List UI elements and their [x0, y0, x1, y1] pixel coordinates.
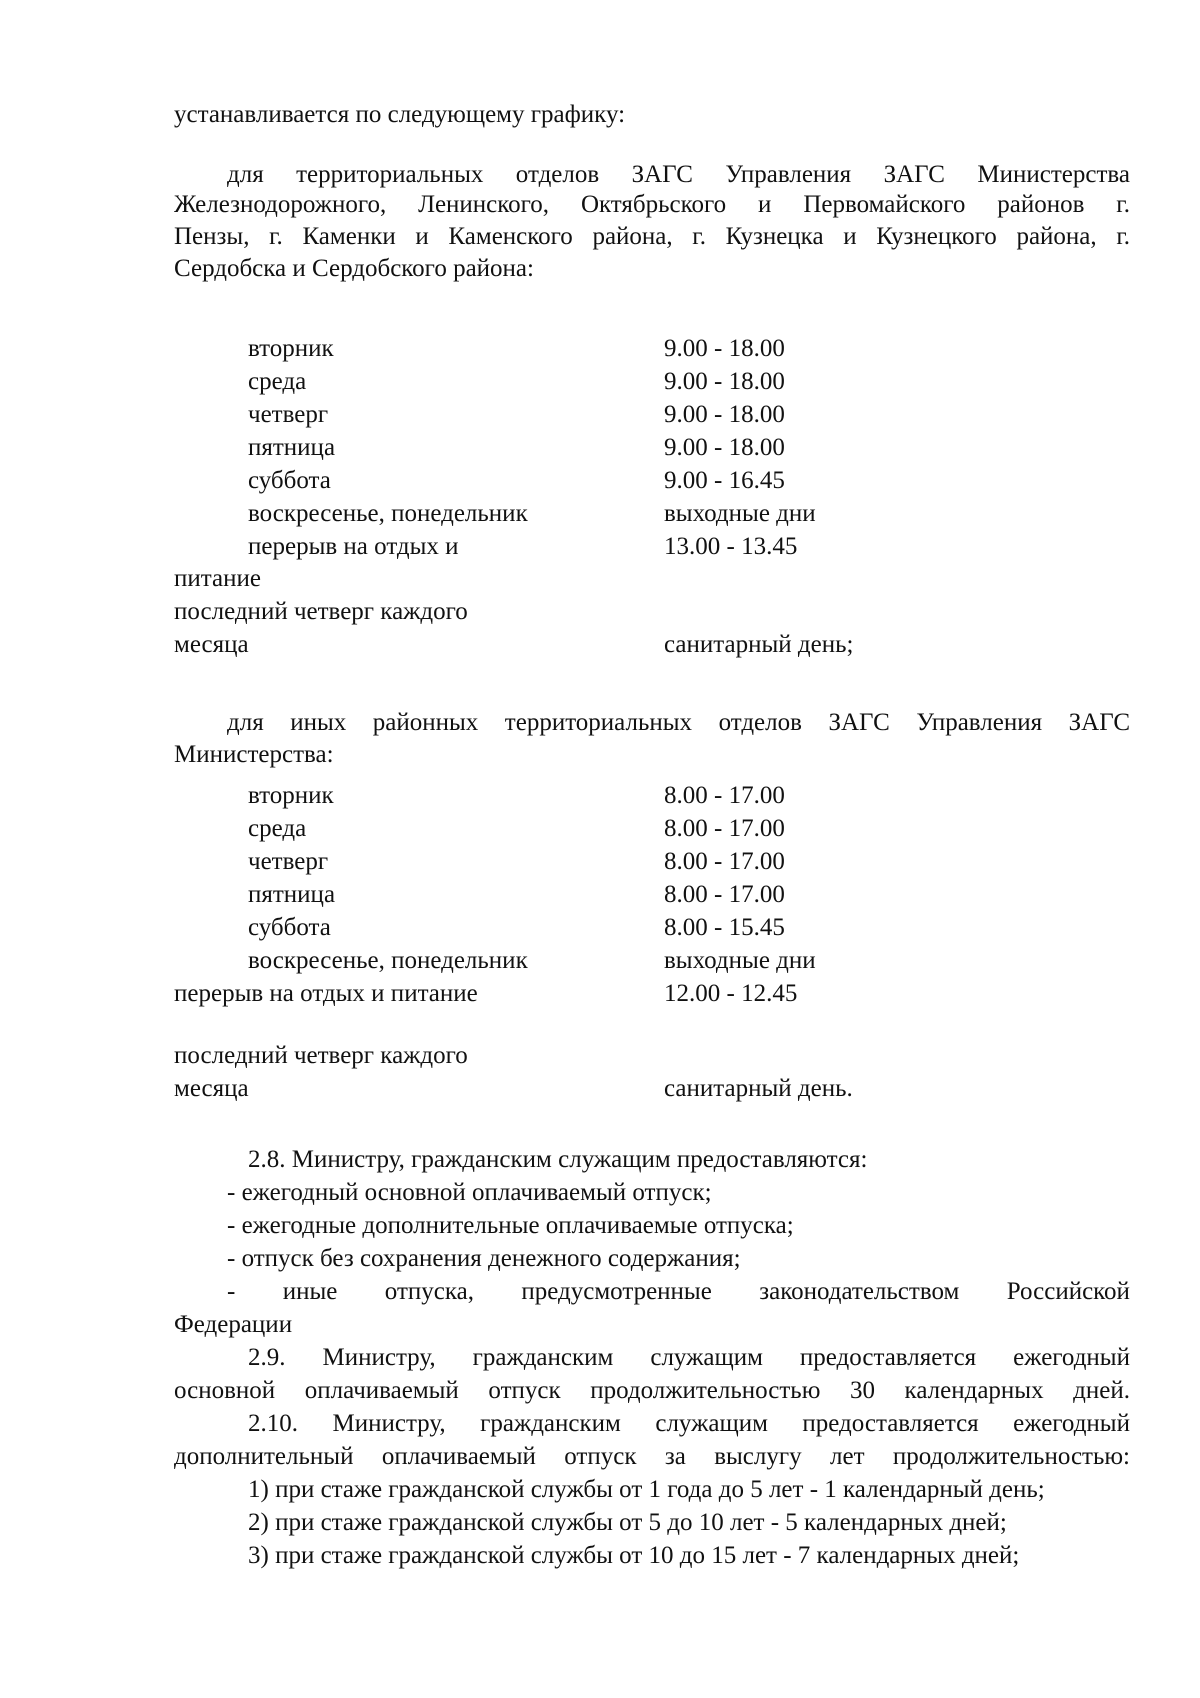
sanitary-value: санитарный день.: [664, 1075, 853, 1102]
schedule-day: суббота: [248, 467, 331, 494]
schedule-time: 8.00 - 15.45: [664, 914, 785, 941]
group1-para-line: Сердобска и Сердобского района:: [174, 255, 534, 282]
schedule-time: 13.00 - 13.45: [664, 533, 798, 560]
schedule-time: 8.00 - 17.00: [664, 881, 785, 908]
section-2-10-line: дополнительный оплачиваемый отпуск за выслугу лет продолжительностью:: [174, 1443, 1130, 1470]
break-time: 12.00 - 12.45: [664, 980, 798, 1007]
schedule-time: 9.00 - 18.00: [664, 335, 785, 362]
schedule-day: среда: [248, 815, 307, 842]
schedule-time: 8.00 - 17.00: [664, 848, 785, 875]
break-label: перерыв на отдых и питание: [174, 980, 478, 1007]
seniority-item: 2) при стаже гражданской службы от 5 до 10 лет - 5 календарных дней;: [248, 1509, 1007, 1536]
schedule-day: четверг: [248, 401, 329, 428]
schedule-time: 9.00 - 18.00: [664, 434, 785, 461]
word: законодательством: [759, 1278, 960, 1305]
schedule-day: четверг: [248, 848, 329, 875]
sanitary-label: месяца: [174, 631, 249, 658]
schedule-time: 9.00 - 18.00: [664, 368, 785, 395]
leave-list-item-justified: [227, 1277, 1130, 1307]
group1-para-line: для территориальных отделов ЗАГС Управления ЗАГС Министерства: [227, 161, 1130, 188]
group2-para-line: Министерства:: [174, 741, 334, 768]
schedule-day: суббота: [248, 914, 331, 941]
sanitary-label: месяца: [174, 1075, 249, 1102]
leave-list-item-cont: Федерации: [174, 1311, 293, 1338]
schedule-day: среда: [248, 368, 307, 395]
schedule-day: воскресенье, понедельник: [248, 947, 528, 974]
word: Российской: [1006, 1278, 1130, 1305]
word: отпуска,: [384, 1278, 474, 1305]
schedule-day: вторник: [248, 782, 334, 809]
intro-line: устанавливается по следующему графику:: [174, 101, 626, 128]
group1-para-line: Пензы, г. Каменки и Каменского района, г. Кузнецка и Кузнецкого района, г.: [174, 223, 1130, 250]
sanitary-value: санитарный день;: [664, 631, 854, 658]
word: иные: [282, 1278, 338, 1305]
section-2-10-line: 2.10. Министру, гражданским служащим предоставляется ежегодный: [248, 1410, 1130, 1437]
schedule-time: 9.00 - 16.45: [664, 467, 785, 494]
group2-para-line: для иных районных территориальных отделов ЗАГС Управления ЗАГС: [227, 709, 1130, 736]
sanitary-label: последний четверг каждого: [174, 598, 468, 625]
word: предусмотренные: [521, 1278, 712, 1305]
schedule-time: 9.00 - 18.00: [664, 401, 785, 428]
schedule-time: выходные дни: [664, 500, 816, 527]
leave-list-item: - отпуск без сохранения денежного содержания;: [227, 1245, 741, 1272]
seniority-item: 1) при стаже гражданской службы от 1 года до 5 лет - 1 календарный день;: [248, 1476, 1045, 1503]
schedule-day: вторник: [248, 335, 334, 362]
break-label-cont: питание: [174, 565, 261, 592]
schedule-day: воскресенье, понедельник: [248, 500, 528, 527]
section-2-8-heading: 2.8. Министру, гражданским служащим предоставляются:: [248, 1146, 868, 1173]
schedule-time: выходные дни: [664, 947, 816, 974]
schedule-time: 8.00 - 17.00: [664, 782, 785, 809]
word: -: [227, 1278, 236, 1305]
leave-list-item: - ежегодный основной оплачиваемый отпуск;: [227, 1179, 712, 1206]
schedule-time: 8.00 - 17.00: [664, 815, 785, 842]
schedule-day: пятница: [248, 434, 336, 461]
schedule-day: перерыв на отдых и: [248, 533, 459, 560]
schedule-day: пятница: [248, 881, 336, 908]
section-2-9-line: 2.9. Министру, гражданским служащим предоставляется ежегодный: [248, 1344, 1130, 1371]
group1-para-line: Железнодорожного, Ленинского, Октябрьского и Первомайского районов г.: [174, 191, 1130, 218]
leave-list-item: - ежегодные дополнительные оплачиваемые отпуска;: [227, 1212, 794, 1239]
sanitary-label: последний четверг каждого: [174, 1042, 468, 1069]
section-2-9-line: основной оплачиваемый отпуск продолжительностью 30 календарных дней.: [174, 1377, 1130, 1404]
seniority-item: 3) при стаже гражданской службы от 10 до 15 лет - 7 календарных дней;: [248, 1542, 1020, 1569]
